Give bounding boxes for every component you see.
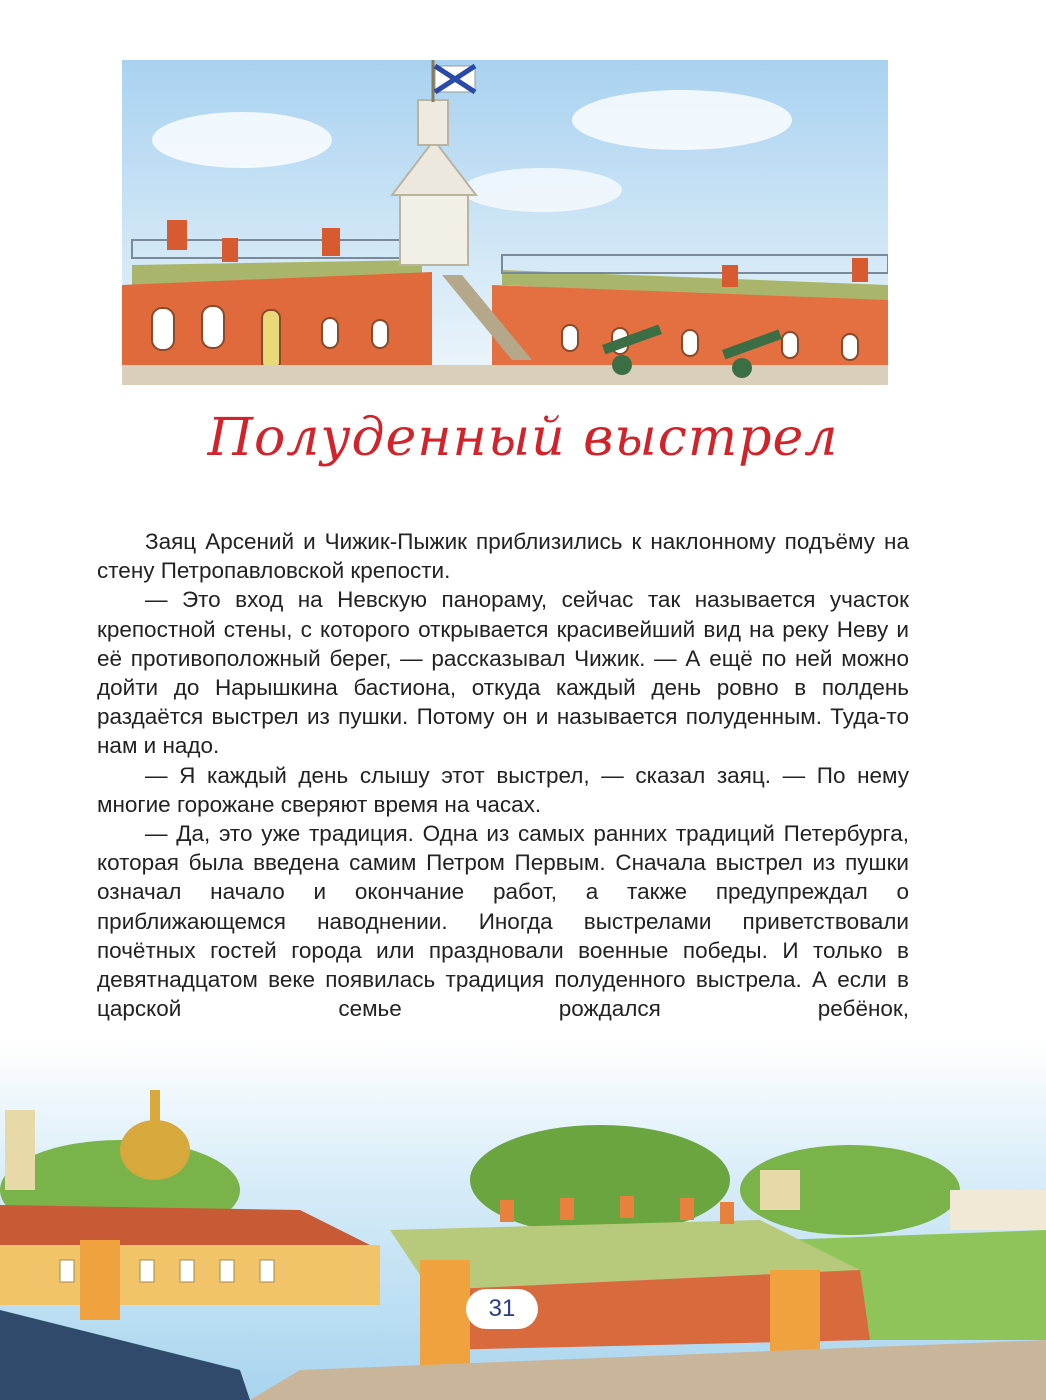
paragraph: — Да, это уже традиция. Одна из самых ранних традиций Петербурга, которая была введена самим Петром Первым. Сначала выстрел из пушки означал начало и окончание работ, а также предупреждал о приближающемся наводнении. Иногда выстрелами приветствовали почётных гостей города или праздновали военные победы. И только в девятнадцатом веке появилась традиция полуденного выстрела. А если в царской семье рождался ребёнок,: [97, 821, 909, 1022]
paragraph: — Я каждый день слышу этот выстрел, — сказал заяц. — По нему многие горожане сверяют время на часах.: [97, 762, 909, 817]
paragraph: — Это вход на Невскую панораму, сейчас так называется участок крепостной стены, с которого открывается красивейший вид на реку Неву и её противоположный берег, — рассказывал Чижик. — А ещё по ней можно дойти до Нарышкина бастиона, откуда каждый день ровно в полдень раздаётся выстрел из пушки. Потому он и называется полуденным. Туда-то нам и надо.: [97, 587, 909, 759]
top-illustration: [122, 60, 888, 385]
story-text: [97, 527, 909, 1023]
bottom-illustration: [0, 1040, 1046, 1400]
fortress-panorama-icon: [0, 1040, 1046, 1400]
paragraph: Заяц Арсений и Чижик-Пыжик приблизились к наклонному подъёму на стену Петропавловской крепости.: [97, 529, 909, 584]
page-number: 31: [466, 1289, 538, 1329]
page-title: Полуденный выстрел: [207, 408, 839, 468]
fortress-courtyard-icon: [122, 60, 888, 385]
